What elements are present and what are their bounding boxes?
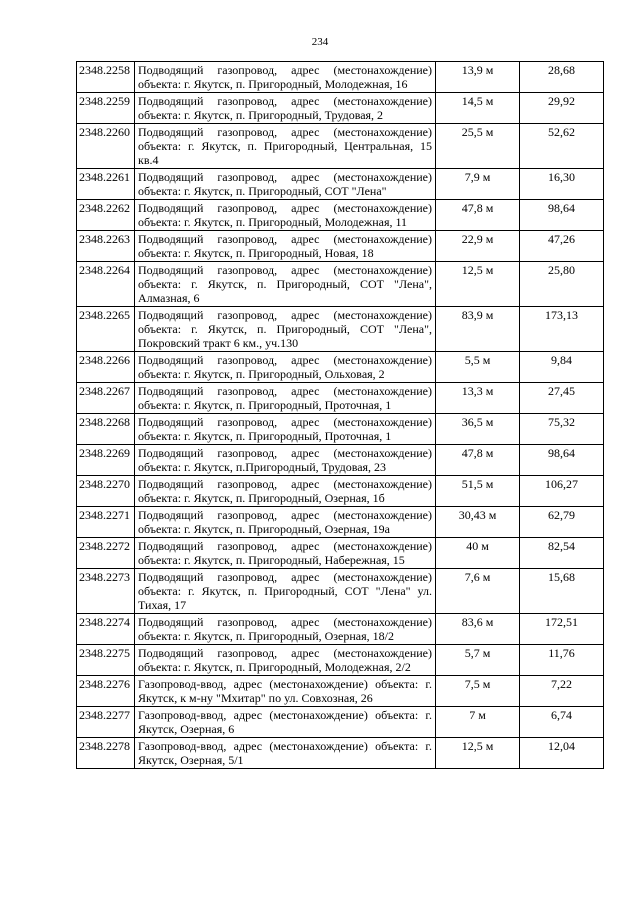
area-cell: 9,84	[520, 352, 604, 383]
table-row	[77, 507, 604, 538]
description-cell: Подводящий газопровод, адрес (местонахождение) объекта: г. Якутск, п. Пригородный, Новая, 18	[135, 231, 436, 262]
description-cell: Подводящий газопровод, адрес (местонахождение) объекта: г. Якутск, п. Пригородный, Молодежная, 2/2	[135, 645, 436, 676]
row-number-cell: 2348.2265	[77, 307, 135, 352]
length-cell: 7,5 м	[436, 676, 520, 707]
row-number-cell: 2348.2266	[77, 352, 135, 383]
table-row	[77, 445, 604, 476]
row-number-cell: 2348.2278	[77, 738, 135, 769]
length-cell: 13,9 м	[436, 62, 520, 93]
table-row	[77, 676, 604, 707]
length-cell: 30,43 м	[436, 507, 520, 538]
description-cell: Подводящий газопровод, адрес (местонахождение) объекта: г. Якутск, п. Пригородный, СОТ "Лена", Покровский тракт 6 км., уч.130	[135, 307, 436, 352]
table-row	[77, 352, 604, 383]
row-number-cell: 2348.2277	[77, 707, 135, 738]
area-cell: 98,64	[520, 445, 604, 476]
length-cell: 13,3 м	[436, 383, 520, 414]
row-number-cell: 2348.2270	[77, 476, 135, 507]
length-cell: 5,5 м	[436, 352, 520, 383]
area-cell: 27,45	[520, 383, 604, 414]
row-number-cell: 2348.2264	[77, 262, 135, 307]
length-cell: 12,5 м	[436, 262, 520, 307]
description-cell: Подводящий газопровод, адрес (местонахождение) объекта: г. Якутск, п. Пригородный, Молодежная, 16	[135, 62, 436, 93]
table-row	[77, 383, 604, 414]
length-cell: 83,6 м	[436, 614, 520, 645]
registry-table	[76, 61, 604, 769]
area-cell: 47,26	[520, 231, 604, 262]
row-number-cell: 2348.2273	[77, 569, 135, 614]
area-cell: 25,80	[520, 262, 604, 307]
description-cell: Газопровод-ввод, адрес (местонахождение) объекта: г. Якутск, Озерная, 6	[135, 707, 436, 738]
area-cell: 82,54	[520, 538, 604, 569]
area-cell: 75,32	[520, 414, 604, 445]
table-row	[77, 307, 604, 352]
row-number-cell: 2348.2275	[77, 645, 135, 676]
table-row	[77, 614, 604, 645]
table-row	[77, 569, 604, 614]
description-cell: Подводящий газопровод, адрес (местонахождение) объекта: г. Якутск, п. Пригородный, Озерная, 18/2	[135, 614, 436, 645]
length-cell: 12,5 м	[436, 738, 520, 769]
length-cell: 47,8 м	[436, 445, 520, 476]
area-cell: 6,74	[520, 707, 604, 738]
description-cell: Подводящий газопровод, адрес (местонахождение) объекта: г. Якутск, п. Пригородный, СОТ "Лена", Алмазная, 6	[135, 262, 436, 307]
page-number: 234	[311, 36, 329, 48]
length-cell: 7,6 м	[436, 569, 520, 614]
description-cell: Газопровод-ввод, адрес (местонахождение) объекта: г. Якутск, к м-ну "Мхитар" по ул. Совхозная, 26	[135, 676, 436, 707]
description-cell: Газопровод-ввод, адрес (местонахождение) объекта: г. Якутск, Озерная, 5/1	[135, 738, 436, 769]
length-cell: 40 м	[436, 538, 520, 569]
length-cell: 14,5 м	[436, 93, 520, 124]
description-cell: Подводящий газопровод, адрес (местонахождение) объекта: г. Якутск, п. Пригородный, Проточная, 1	[135, 414, 436, 445]
table-row	[77, 124, 604, 169]
length-cell: 7,9 м	[436, 169, 520, 200]
row-number-cell: 2348.2267	[77, 383, 135, 414]
row-number-cell: 2348.2272	[77, 538, 135, 569]
table-row	[77, 93, 604, 124]
description-cell: Подводящий газопровод, адрес (местонахождение) объекта: г. Якутск, п.Пригородный, Трудовая, 23	[135, 445, 436, 476]
length-cell: 83,9 м	[436, 307, 520, 352]
row-number-cell: 2348.2269	[77, 445, 135, 476]
area-cell: 62,79	[520, 507, 604, 538]
length-cell: 47,8 м	[436, 200, 520, 231]
row-number-cell: 2348.2261	[77, 169, 135, 200]
table-row	[77, 414, 604, 445]
description-cell: Подводящий газопровод, адрес (местонахождение) объекта: г. Якутск, п. Пригородный, Набережная, 15	[135, 538, 436, 569]
description-cell: Подводящий газопровод, адрес (местонахождение) объекта: г. Якутск, п. Пригородный, Трудовая, 2	[135, 93, 436, 124]
area-cell: 7,22	[520, 676, 604, 707]
length-cell: 25,5 м	[436, 124, 520, 169]
length-cell: 36,5 м	[436, 414, 520, 445]
table-row	[77, 476, 604, 507]
table-row	[77, 645, 604, 676]
description-cell: Подводящий газопровод, адрес (местонахождение) объекта: г. Якутск, п. Пригородный, СОТ "Лена" ул. Тихая, 17	[135, 569, 436, 614]
description-cell: Подводящий газопровод, адрес (местонахождение) объекта: г. Якутск, п. Пригородный, Ольховая, 2	[135, 352, 436, 383]
description-cell: Подводящий газопровод, адрес (местонахождение) объекта: г. Якутск, п. Пригородный, Молодежная, 11	[135, 200, 436, 231]
description-cell: Подводящий газопровод, адрес (местонахождение) объекта: г. Якутск, п. Пригородный, Проточная, 1	[135, 383, 436, 414]
area-cell: 11,76	[520, 645, 604, 676]
area-cell: 98,64	[520, 200, 604, 231]
row-number-cell: 2348.2263	[77, 231, 135, 262]
row-number-cell: 2348.2274	[77, 614, 135, 645]
area-cell: 12,04	[520, 738, 604, 769]
length-cell: 22,9 м	[436, 231, 520, 262]
area-cell: 16,30	[520, 169, 604, 200]
area-cell: 28,68	[520, 62, 604, 93]
description-cell: Подводящий газопровод, адрес (местонахождение) объекта: г. Якутск, п. Пригородный, Центральная, 15 кв.4	[135, 124, 436, 169]
area-cell: 15,68	[520, 569, 604, 614]
row-number-cell: 2348.2260	[77, 124, 135, 169]
table-row	[77, 169, 604, 200]
table-row	[77, 262, 604, 307]
table-row	[77, 231, 604, 262]
table-row	[77, 200, 604, 231]
description-cell: Подводящий газопровод, адрес (местонахождение) объекта: г. Якутск, п. Пригородный, СОТ "Лена"	[135, 169, 436, 200]
description-cell: Подводящий газопровод, адрес (местонахождение) объекта: г. Якутск, п. Пригородный, Озерная, 19а	[135, 507, 436, 538]
length-cell: 5,7 м	[436, 645, 520, 676]
table-row	[77, 538, 604, 569]
table-row	[77, 738, 604, 769]
area-cell: 52,62	[520, 124, 604, 169]
registry-table-body	[77, 62, 604, 769]
table-row	[77, 62, 604, 93]
row-number-cell: 2348.2259	[77, 93, 135, 124]
length-cell: 51,5 м	[436, 476, 520, 507]
area-cell: 106,27	[520, 476, 604, 507]
table-row	[77, 707, 604, 738]
row-number-cell: 2348.2262	[77, 200, 135, 231]
description-cell: Подводящий газопровод, адрес (местонахождение) объекта: г. Якутск, п. Пригородный, Озерная, 1б	[135, 476, 436, 507]
area-cell: 173,13	[520, 307, 604, 352]
area-cell: 29,92	[520, 93, 604, 124]
length-cell: 7 м	[436, 707, 520, 738]
row-number-cell: 2348.2276	[77, 676, 135, 707]
area-cell: 172,51	[520, 614, 604, 645]
row-number-cell: 2348.2268	[77, 414, 135, 445]
row-number-cell: 2348.2271	[77, 507, 135, 538]
row-number-cell: 2348.2258	[77, 62, 135, 93]
